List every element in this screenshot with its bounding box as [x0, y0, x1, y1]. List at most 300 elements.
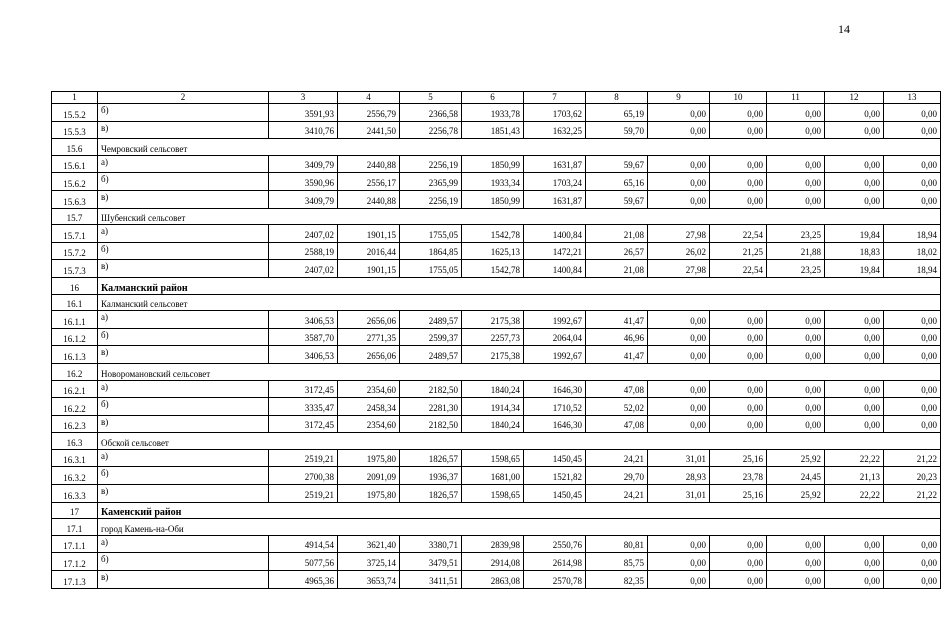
value-cell: 2440,88: [338, 190, 400, 208]
value-cell: 65,19: [586, 104, 648, 122]
value-cell: 1598,65: [462, 449, 524, 467]
value-cell: 2614,98: [524, 553, 586, 571]
section-row: [52, 208, 941, 225]
row-id: 15.6.3: [52, 190, 98, 208]
value-cell: 2016,44: [338, 242, 400, 260]
value-cell: 0,00: [710, 380, 767, 398]
table-row: [52, 260, 941, 278]
row-id: 16.1.2: [52, 328, 98, 346]
value-cell: 23,78: [710, 467, 767, 485]
section-title: город Камень-на-Оби: [98, 519, 941, 536]
value-cell: 0,00: [767, 190, 825, 208]
value-cell: 0,00: [648, 328, 710, 346]
value-cell: 0,00: [884, 121, 941, 139]
row-id: 17.1: [52, 519, 98, 536]
row-id: 17.1.2: [52, 553, 98, 571]
value-cell: 25,92: [767, 485, 825, 503]
value-cell: 18,94: [884, 225, 941, 243]
section-row: [52, 519, 941, 536]
value-cell: 2458,34: [338, 398, 400, 416]
value-cell: 5077,56: [269, 553, 338, 571]
row-id: 16.3.3: [52, 485, 98, 503]
value-cell: 41,47: [586, 346, 648, 364]
value-cell: 0,00: [710, 346, 767, 364]
value-cell: 2771,35: [338, 328, 400, 346]
value-cell: 0,00: [884, 415, 941, 433]
value-cell: 1542,78: [462, 225, 524, 243]
table-row: [52, 311, 941, 329]
value-cell: 3172,45: [269, 415, 338, 433]
column-header: 9: [648, 92, 710, 104]
value-cell: 0,00: [767, 121, 825, 139]
value-cell: 2365,99: [400, 173, 462, 191]
value-cell: 1472,21: [524, 242, 586, 260]
value-cell: 0,00: [884, 553, 941, 571]
value-cell: 1681,00: [462, 467, 524, 485]
value-cell: 4965,36: [269, 571, 338, 589]
value-cell: 1703,62: [524, 104, 586, 122]
row-variant: б): [98, 553, 269, 571]
value-cell: 0,00: [710, 398, 767, 416]
value-cell: 18,83: [825, 242, 884, 260]
value-cell: 2656,06: [338, 311, 400, 329]
value-cell: 47,08: [586, 380, 648, 398]
district-title: Каменский район: [98, 502, 941, 519]
value-cell: 23,25: [767, 260, 825, 278]
value-cell: 0,00: [767, 346, 825, 364]
row-id: 15.6.1: [52, 155, 98, 173]
value-cell: 0,00: [825, 346, 884, 364]
value-cell: 0,00: [648, 415, 710, 433]
district-row: [52, 277, 941, 294]
value-cell: 0,00: [710, 190, 767, 208]
value-cell: 28,93: [648, 467, 710, 485]
column-header: 2: [98, 92, 269, 104]
value-cell: 0,00: [825, 311, 884, 329]
section-title: Калманский сельсовет: [98, 294, 941, 311]
value-cell: 1840,24: [462, 415, 524, 433]
value-cell: 0,00: [648, 398, 710, 416]
value-cell: 1914,34: [462, 398, 524, 416]
value-cell: 21,13: [825, 467, 884, 485]
value-cell: 2489,57: [400, 311, 462, 329]
value-cell: 2354,60: [338, 415, 400, 433]
row-id: 16.3: [52, 433, 98, 450]
value-cell: 1975,80: [338, 485, 400, 503]
value-cell: 1646,30: [524, 380, 586, 398]
value-cell: 2556,17: [338, 173, 400, 191]
value-cell: 1850,99: [462, 155, 524, 173]
value-cell: 1992,67: [524, 311, 586, 329]
value-cell: 1598,65: [462, 485, 524, 503]
value-cell: 2570,78: [524, 571, 586, 589]
row-variant: б): [98, 398, 269, 416]
value-cell: 1450,45: [524, 449, 586, 467]
value-cell: 0,00: [825, 173, 884, 191]
value-cell: 1901,15: [338, 260, 400, 278]
value-cell: 22,54: [710, 260, 767, 278]
column-header: 3: [269, 92, 338, 104]
table-row: [52, 415, 941, 433]
value-cell: 26,57: [586, 242, 648, 260]
value-cell: 2599,37: [400, 328, 462, 346]
table-row: [52, 225, 941, 243]
value-cell: 25,16: [710, 449, 767, 467]
value-cell: 3409,79: [269, 190, 338, 208]
value-cell: 80,81: [586, 535, 648, 553]
value-cell: 19,84: [825, 225, 884, 243]
value-cell: 2407,02: [269, 260, 338, 278]
value-cell: 0,00: [710, 311, 767, 329]
value-cell: 1703,24: [524, 173, 586, 191]
table-row: [52, 346, 941, 364]
value-cell: 1933,78: [462, 104, 524, 122]
row-variant: в): [98, 571, 269, 589]
value-cell: 2182,50: [400, 415, 462, 433]
row-id: 15.7: [52, 208, 98, 225]
value-cell: 0,00: [710, 173, 767, 191]
value-cell: 85,75: [586, 553, 648, 571]
column-header: 6: [462, 92, 524, 104]
column-header: 13: [884, 92, 941, 104]
value-cell: 21,22: [884, 485, 941, 503]
value-cell: 3653,74: [338, 571, 400, 589]
table-row: [52, 467, 941, 485]
value-cell: 46,96: [586, 328, 648, 346]
value-cell: 0,00: [710, 535, 767, 553]
value-cell: 0,00: [884, 535, 941, 553]
value-cell: 0,00: [648, 104, 710, 122]
value-cell: 0,00: [825, 190, 884, 208]
value-cell: 0,00: [884, 328, 941, 346]
row-id: 15.7.2: [52, 242, 98, 260]
row-variant: б): [98, 173, 269, 191]
column-header: 4: [338, 92, 400, 104]
value-cell: 31,01: [648, 449, 710, 467]
row-id: 17.1.1: [52, 535, 98, 553]
row-id: 16.2.3: [52, 415, 98, 433]
value-cell: 0,00: [648, 121, 710, 139]
table-row: [52, 173, 941, 191]
value-cell: 2839,98: [462, 535, 524, 553]
value-cell: 0,00: [648, 155, 710, 173]
value-cell: 0,00: [767, 553, 825, 571]
table-body: [52, 92, 941, 589]
value-cell: 1850,99: [462, 190, 524, 208]
value-cell: 0,00: [884, 380, 941, 398]
value-cell: 0,00: [825, 571, 884, 589]
value-cell: 0,00: [648, 571, 710, 589]
row-variant: а): [98, 380, 269, 398]
value-cell: 59,67: [586, 190, 648, 208]
value-cell: 0,00: [825, 380, 884, 398]
value-cell: 0,00: [767, 535, 825, 553]
table-row: [52, 190, 941, 208]
value-cell: 2256,78: [400, 121, 462, 139]
value-cell: 21,88: [767, 242, 825, 260]
value-cell: 0,00: [648, 190, 710, 208]
table-row: [52, 242, 941, 260]
table-row: [52, 485, 941, 503]
column-header: 10: [710, 92, 767, 104]
section-row: [52, 139, 941, 156]
row-variant: а): [98, 535, 269, 553]
section-title: Чемровский сельсовет: [98, 139, 941, 156]
value-cell: 2366,58: [400, 104, 462, 122]
value-cell: 3479,51: [400, 553, 462, 571]
value-cell: 1400,84: [524, 260, 586, 278]
row-id: 16.3.1: [52, 449, 98, 467]
row-id: 15.7.3: [52, 260, 98, 278]
value-cell: 2256,19: [400, 190, 462, 208]
value-cell: 22,22: [825, 485, 884, 503]
value-cell: 59,67: [586, 155, 648, 173]
value-cell: 21,08: [586, 260, 648, 278]
section-row: [52, 294, 941, 311]
value-cell: 24,21: [586, 485, 648, 503]
value-cell: 3172,45: [269, 380, 338, 398]
district-title: Калманский район: [98, 277, 941, 294]
value-cell: 1521,82: [524, 467, 586, 485]
value-cell: 18,94: [884, 260, 941, 278]
value-cell: 2556,79: [338, 104, 400, 122]
value-cell: 3587,70: [269, 328, 338, 346]
value-cell: 27,98: [648, 225, 710, 243]
value-cell: 0,00: [825, 535, 884, 553]
value-cell: 1450,45: [524, 485, 586, 503]
value-cell: 2064,04: [524, 328, 586, 346]
table-row: [52, 121, 941, 139]
value-cell: 3406,53: [269, 346, 338, 364]
value-cell: 1992,67: [524, 346, 586, 364]
value-cell: 3335,47: [269, 398, 338, 416]
value-cell: 59,70: [586, 121, 648, 139]
value-cell: 2091,09: [338, 467, 400, 485]
value-cell: 52,02: [586, 398, 648, 416]
value-cell: 0,00: [648, 553, 710, 571]
row-id: 15.6.2: [52, 173, 98, 191]
value-cell: 1542,78: [462, 260, 524, 278]
value-cell: 25,92: [767, 449, 825, 467]
table-row: [52, 398, 941, 416]
table-row: [52, 535, 941, 553]
value-cell: 2256,19: [400, 155, 462, 173]
row-variant: в): [98, 485, 269, 503]
row-variant: б): [98, 104, 269, 122]
value-cell: 1975,80: [338, 449, 400, 467]
row-id: 15.5.2: [52, 104, 98, 122]
tariff-table: [51, 91, 941, 589]
row-id: 16.3.2: [52, 467, 98, 485]
value-cell: 0,00: [884, 571, 941, 589]
value-cell: 0,00: [884, 190, 941, 208]
value-cell: 1755,05: [400, 260, 462, 278]
value-cell: 2550,76: [524, 535, 586, 553]
section-title: Шубенский сельсовет: [98, 208, 941, 225]
row-variant: б): [98, 328, 269, 346]
row-id: 16.2: [52, 363, 98, 380]
value-cell: 0,00: [767, 104, 825, 122]
row-variant: а): [98, 225, 269, 243]
value-cell: 23,25: [767, 225, 825, 243]
value-cell: 20,23: [884, 467, 941, 485]
row-variant: в): [98, 190, 269, 208]
value-cell: 3725,14: [338, 553, 400, 571]
value-cell: 1933,34: [462, 173, 524, 191]
value-cell: 1901,15: [338, 225, 400, 243]
value-cell: 21,08: [586, 225, 648, 243]
table-row: [52, 449, 941, 467]
value-cell: 2588,19: [269, 242, 338, 260]
value-cell: 0,00: [825, 104, 884, 122]
page-number: 14: [838, 22, 850, 36]
value-cell: 3406,53: [269, 311, 338, 329]
column-header: 12: [825, 92, 884, 104]
row-id: 16.1.3: [52, 346, 98, 364]
table-row: [52, 104, 941, 122]
value-cell: 0,00: [710, 104, 767, 122]
value-cell: 2519,21: [269, 449, 338, 467]
value-cell: 1631,87: [524, 190, 586, 208]
value-cell: 3591,93: [269, 104, 338, 122]
row-variant: а): [98, 155, 269, 173]
table-row: [52, 571, 941, 589]
value-cell: 2281,30: [400, 398, 462, 416]
value-cell: 0,00: [710, 571, 767, 589]
row-id: 16: [52, 277, 98, 294]
district-row: [52, 502, 941, 519]
value-cell: 4914,54: [269, 535, 338, 553]
value-cell: 0,00: [767, 328, 825, 346]
value-cell: 19,84: [825, 260, 884, 278]
value-cell: 0,00: [710, 553, 767, 571]
row-id: 17.1.3: [52, 571, 98, 589]
value-cell: 0,00: [884, 104, 941, 122]
value-cell: 0,00: [710, 121, 767, 139]
row-variant: в): [98, 260, 269, 278]
row-id: 16.2.1: [52, 380, 98, 398]
value-cell: 0,00: [884, 398, 941, 416]
value-cell: 2519,21: [269, 485, 338, 503]
row-id: 16.1.1: [52, 311, 98, 329]
value-cell: 3411,51: [400, 571, 462, 589]
value-cell: 26,02: [648, 242, 710, 260]
column-header: 11: [767, 92, 825, 104]
value-cell: 2182,50: [400, 380, 462, 398]
value-cell: 0,00: [767, 311, 825, 329]
value-cell: 0,00: [825, 415, 884, 433]
value-cell: 41,47: [586, 311, 648, 329]
column-header: 5: [400, 92, 462, 104]
value-cell: 0,00: [767, 155, 825, 173]
value-cell: 3621,40: [338, 535, 400, 553]
value-cell: 0,00: [648, 380, 710, 398]
value-cell: 65,16: [586, 173, 648, 191]
value-cell: 2489,57: [400, 346, 462, 364]
value-cell: 25,16: [710, 485, 767, 503]
row-variant: б): [98, 242, 269, 260]
value-cell: 1631,87: [524, 155, 586, 173]
table-row: [52, 553, 941, 571]
value-cell: 0,00: [767, 380, 825, 398]
value-cell: 2440,88: [338, 155, 400, 173]
value-cell: 0,00: [648, 535, 710, 553]
value-cell: 0,00: [884, 346, 941, 364]
value-cell: 2175,38: [462, 311, 524, 329]
value-cell: 3410,76: [269, 121, 338, 139]
value-cell: 2407,02: [269, 225, 338, 243]
column-header: 1: [52, 92, 98, 104]
value-cell: 0,00: [825, 121, 884, 139]
table-row: [52, 155, 941, 173]
value-cell: 0,00: [767, 571, 825, 589]
value-cell: 0,00: [825, 398, 884, 416]
value-cell: 24,21: [586, 449, 648, 467]
value-cell: 0,00: [648, 173, 710, 191]
section-title: Новоромановский сельсовет: [98, 363, 941, 380]
value-cell: 0,00: [710, 328, 767, 346]
value-cell: 1826,57: [400, 485, 462, 503]
value-cell: 1710,52: [524, 398, 586, 416]
value-cell: 18,02: [884, 242, 941, 260]
value-cell: 31,01: [648, 485, 710, 503]
value-cell: 0,00: [825, 328, 884, 346]
value-cell: 1851,43: [462, 121, 524, 139]
table-row: [52, 328, 941, 346]
value-cell: 1755,05: [400, 225, 462, 243]
row-variant: в): [98, 415, 269, 433]
row-variant: б): [98, 467, 269, 485]
value-cell: 0,00: [710, 155, 767, 173]
row-id: 16.1: [52, 294, 98, 311]
value-cell: 0,00: [767, 173, 825, 191]
value-cell: 47,08: [586, 415, 648, 433]
row-id: 15.6: [52, 139, 98, 156]
value-cell: 0,00: [767, 398, 825, 416]
column-number-row: [52, 92, 941, 104]
value-cell: 0,00: [648, 346, 710, 364]
section-row: [52, 363, 941, 380]
value-cell: 3590,96: [269, 173, 338, 191]
value-cell: 3380,71: [400, 535, 462, 553]
row-id: 17: [52, 502, 98, 519]
value-cell: 0,00: [884, 173, 941, 191]
value-cell: 1826,57: [400, 449, 462, 467]
table-row: [52, 380, 941, 398]
value-cell: 0,00: [884, 155, 941, 173]
value-cell: 2656,06: [338, 346, 400, 364]
value-cell: 2914,08: [462, 553, 524, 571]
row-variant: а): [98, 311, 269, 329]
value-cell: 27,98: [648, 260, 710, 278]
value-cell: 3409,79: [269, 155, 338, 173]
value-cell: 1646,30: [524, 415, 586, 433]
value-cell: 0,00: [825, 155, 884, 173]
value-cell: 24,45: [767, 467, 825, 485]
value-cell: 1400,84: [524, 225, 586, 243]
value-cell: 29,70: [586, 467, 648, 485]
value-cell: 1936,37: [400, 467, 462, 485]
row-id: 16.2.2: [52, 398, 98, 416]
value-cell: 2863,08: [462, 571, 524, 589]
section-row: [52, 433, 941, 450]
value-cell: 1632,25: [524, 121, 586, 139]
value-cell: 22,22: [825, 449, 884, 467]
value-cell: 1840,24: [462, 380, 524, 398]
value-cell: 1864,85: [400, 242, 462, 260]
value-cell: 0,00: [767, 415, 825, 433]
value-cell: 0,00: [884, 311, 941, 329]
